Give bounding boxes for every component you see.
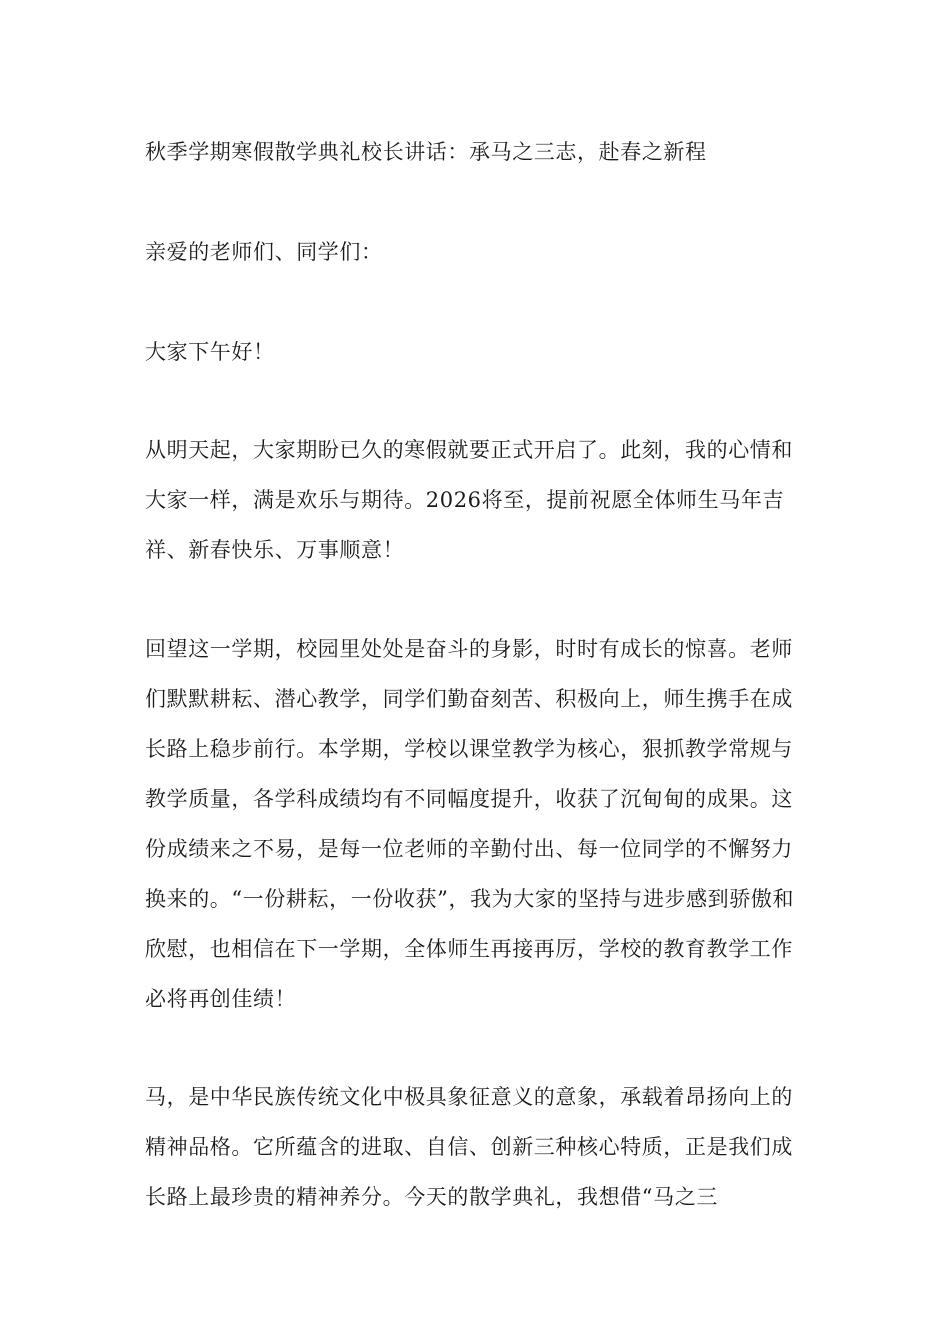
salutation: 亲爱的老师们、同学们： [145,240,383,264]
document-title: 秋季学期寒假散学典礼校长讲话：承马之三志，赴春之新程 [145,140,707,164]
paragraph-holiday-wishes: 从明天起，大家期盼已久的寒假就要正式开启了。此刻，我的心情和大家一样，满是欢乐与期待。2026将至，提前祝愿全体师生马年吉祥、新春快乐、万事顺意！ [145,438,793,562]
paragraph-horse-spirit: 马，是中华民族传统文化中极具象征意义的意象，承载着昂扬向上的精神品格。它所蕴含的进取、自信、创新三种核心特质，正是我们成长路上最珍贵的精神养分。今天的散学典礼，我想借“马之三 [145,1085,793,1209]
paragraph-semester-review: 回望这一学期，校园里处处是奋斗的身影，时时有成长的惊喜。老师们默默耕耘、潜心教学，同学们勤奋刻苦、积极向上，师生携手在成长路上稳步前行。本学期，学校以课堂教学为核心，狠抓教学常规与教学质量，各学科成绩均有不同幅度提升，收获了沉甸甸的成果。这份成绩来之不易，是每一位老师的辛勤付出、每一位同学的不懈努力换来的。“一份耕耘，一份收获”，我为大家的坚持与进步感到骄傲和欣慰，也相信在下一学期，全体师生再接再厉，学校的教育教学工作必将再创佳绩！ [145,637,795,1011]
greeting: 大家下午好！ [145,340,275,364]
